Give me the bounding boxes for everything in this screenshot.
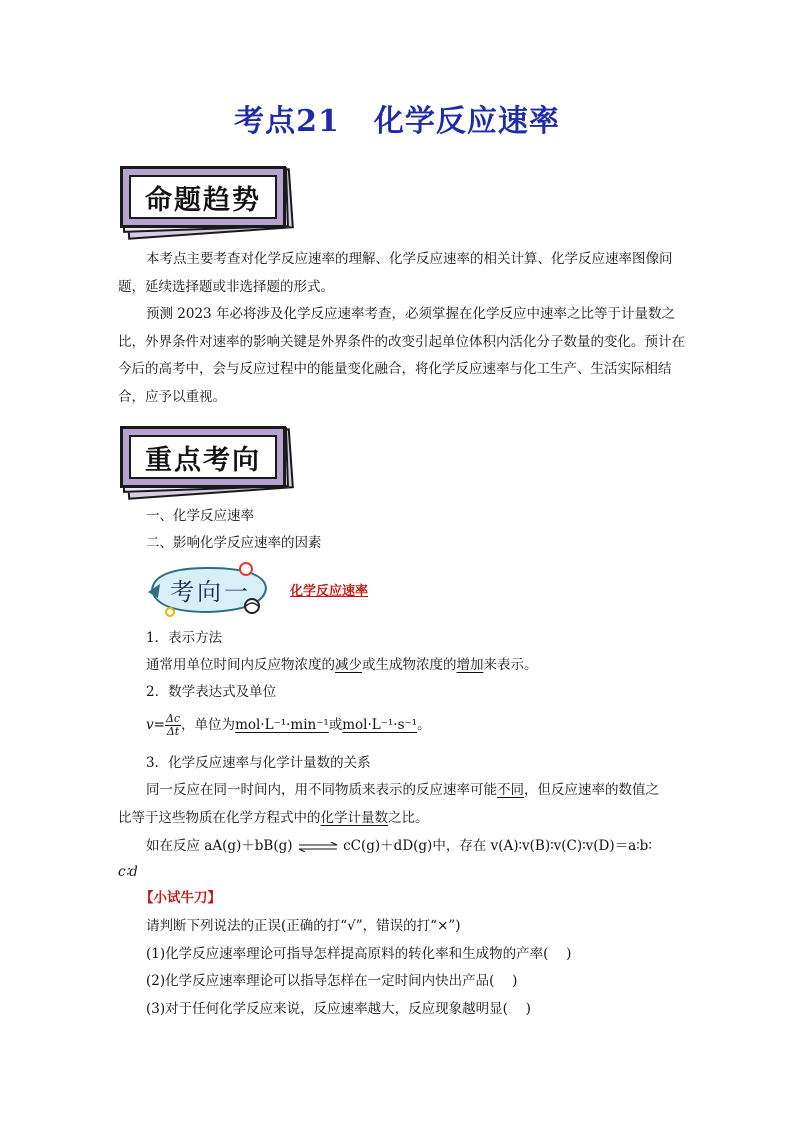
s2-formula — [146, 710, 431, 740]
s2-lhs: v= — [146, 717, 165, 733]
s3-line-2 — [118, 808, 429, 828]
s2-end: 。 — [417, 717, 431, 733]
trend-section — [118, 246, 688, 412]
s1-post: 来表示。 — [483, 657, 538, 673]
s3-line-1 — [146, 780, 659, 800]
s3-l1-pre: 同一反应在同一时间内，用不同物质来表示的反应速率可能 — [146, 782, 497, 798]
title-prefix: 考点 — [234, 104, 297, 139]
page-title — [0, 96, 794, 140]
quiz-item-3: (3)对于任何化学反应来说，反应速率越大，反应现象越明显( ) — [146, 1001, 531, 1017]
quiz-instruction: 请判断下列说法的正误(正确的打“√”，错误的打“×”) — [146, 918, 461, 934]
s1-underline-2: 增加 — [456, 657, 484, 673]
s2-or: 或 — [328, 717, 343, 733]
s3-l2-underline: 化学计量数 — [320, 810, 388, 826]
s3-l2-pre: 比等于这些物质在化学方程式中的 — [118, 810, 321, 826]
s1-underline-1: 减少 — [335, 657, 362, 673]
title-number: 21 — [296, 104, 340, 139]
s2-unit-1: mol·L⁻¹·min⁻¹ — [235, 717, 329, 733]
topic-link[interactable] — [290, 580, 368, 599]
s3-equation — [146, 836, 652, 856]
s2-heading: 2．数学表达式及单位 — [146, 684, 277, 700]
topic-badge — [146, 562, 276, 618]
s1-pre: 通常用单位时间内反应物浓度的 — [146, 657, 335, 673]
s2-unit-pre: ，单位为 — [181, 717, 236, 733]
badge-label: 考向一 — [170, 578, 251, 606]
s3-l1-underline: 不同 — [497, 782, 524, 798]
trend-paragraph-1: 本考点主要考查对化学反应速率的理解、化学反应速率的相关计算、化学反应速率图像问题，延续选择题或非选择题的形式。 — [118, 251, 673, 295]
s2-denominator: Δt — [166, 725, 180, 738]
outline-item-2: 二、影响化学反应速率的因素 — [146, 535, 322, 551]
s3-eq-pre: 如在反应 aA(g)＋bB(g) — [146, 838, 293, 854]
s3-eq-end: c∶d — [118, 864, 138, 880]
banner-focus — [120, 424, 300, 504]
s1-mid: 或生成物浓度的 — [362, 657, 457, 673]
topic-link-text[interactable]: 化学反应速率 — [290, 584, 369, 599]
equilibrium-arrow-icon — [297, 842, 339, 852]
s3-l2-post: 之比。 — [388, 810, 429, 826]
s1-heading: 1．表示方法 — [146, 630, 223, 646]
s3-l1-post: ，但反应速率的数值之 — [524, 782, 659, 798]
banner-trend — [120, 164, 300, 244]
outline-item-1: 一、化学反应速率 — [146, 508, 254, 524]
quiz-item-2: (2)化学反应速率理论可以指导怎样在一定时间内快出产品( ) — [146, 973, 518, 989]
trend-paragraph-2: 预测 2023 年必将涉及化学反应速率考查，必须掌握在化学反应中速率之比等于计量数之比，外界条件对速率的影响关键是外界条件的改变引起单位体积内活化分子数量的变化。预计在今后的高考中，会与反应过程中的能量变化融合，将化学反应速率与化工生产、生活实际相结合，应予以重视。 — [118, 306, 685, 405]
quiz-tag: 【小试牛刀】 — [140, 890, 221, 906]
s3-eq-mid: cC(g)＋dD(g)中，存在 v(A)∶v(B)∶v(C)∶v(D)＝a∶b∶ — [343, 838, 652, 854]
s2-fraction — [165, 713, 181, 738]
quiz-item-1: (1)化学反应速率理论可指导怎样提高原料的转化率和生成物的产率( ) — [146, 946, 572, 962]
s2-numerator: Δc — [165, 712, 181, 725]
title-text: 化学反应速率 — [373, 104, 560, 139]
banner-focus-label: 重点考向 — [129, 435, 277, 479]
s3-heading: 3．化学反应速率与化学计量数的关系 — [146, 755, 371, 771]
s2-unit-2: mol·L⁻¹·s⁻¹ — [342, 717, 418, 733]
s1-body — [146, 655, 538, 675]
banner-trend-label: 命题趋势 — [129, 175, 277, 219]
